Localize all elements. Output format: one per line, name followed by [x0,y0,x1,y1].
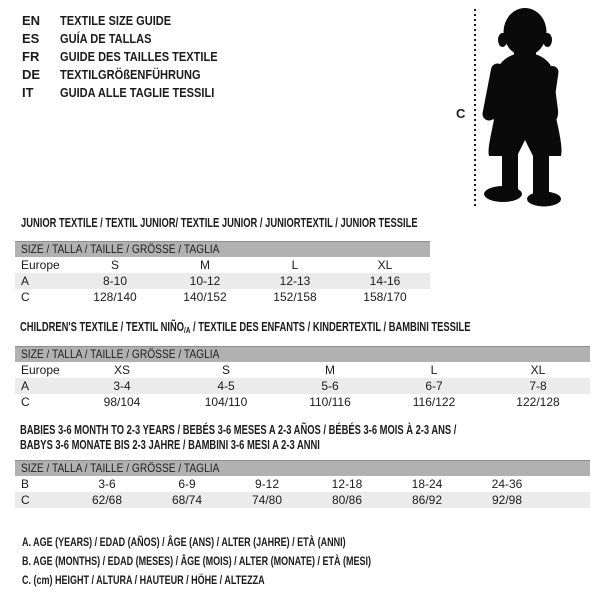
height-measure-line [474,9,476,209]
legend-line-b: B. AGE (MONTHS) / EDAD (MESES) / ÂGE (MOIS) / ALTER (MONATE) / ETÀ (MESI) [22,554,371,568]
babies-size-header-band: SIZE / TALLA / TAILLE / GRÖSSE / TAGLIA [15,460,590,476]
language-row-it [22,84,245,102]
height-cell: 140/152 [183,290,227,304]
language-title: TEXTILGRÖßENFÜHRUNG [60,67,201,82]
table-row-height [15,492,590,508]
children-title-pre: CHILDREN'S TEXTILE / TEXTIL NIÑO [20,320,185,334]
table-row-age [15,378,590,394]
junior-table-title: JUNIOR TEXTILE / TEXTIL JUNIOR/ TEXTILE JUNIOR / JUNIORTEXTIL / JUNIOR TESSILE [21,216,418,230]
height-cell: 92/98 [491,493,523,507]
row-label: A [21,379,30,393]
language-code: IT [22,85,34,100]
row-label: Europe [21,258,60,272]
language-header [22,12,245,102]
age-cell: 8-10 [102,274,128,288]
height-cell: 62/68 [91,493,123,507]
height-cell: 104/110 [204,395,248,409]
size-cell: M [200,258,210,272]
height-cell: 68/74 [171,493,203,507]
height-cell: 110/116 [309,395,351,409]
size-cell: XL [530,363,546,377]
age-cell: 3-4 [113,379,131,393]
table-row-height [15,289,430,305]
height-cell: 86/92 [411,493,443,507]
children-table-title [20,320,600,337]
babies-table-title-line1: BABIES 3-6 MONTH TO 2-3 YEARS / BEBÉS 3-6 MESES A 2-3 AÑOS / BÉBÉS 3-6 MOIS À 2-3 ANS / [20,423,457,437]
language-row-es [22,30,245,48]
height-cell: 152/158 [273,290,317,304]
size-cell: S [110,258,119,272]
filler-cell [547,492,590,508]
age-cell: 12-13 [279,274,311,288]
age-cell: 14-16 [369,274,401,288]
row-label: C [21,290,30,304]
language-code: EN [22,13,41,28]
babies-size-table [15,476,590,508]
children-size-header-band: SIZE / TALLA / TAILLE / GRÖSSE / TAGLIA [15,346,590,362]
toddler-silhouette-icon [482,6,572,208]
table-row-height [15,394,590,410]
language-code: DE [22,67,41,82]
size-cell: M [325,363,335,377]
height-cell: 122/128 [516,395,560,409]
junior-size-header-band: SIZE / TALLA / TAILLE / GRÖSSE / TAGLIA [15,241,430,257]
age-cell: 7-8 [529,379,547,393]
table-row-region [15,362,590,378]
height-cell: 158/170 [363,290,407,304]
language-title: GUIDA ALLE TAGLIE TESSILI [60,85,215,100]
size-cell: L [291,258,299,272]
filler-cell [547,476,590,492]
age-cell: 4-5 [217,379,235,393]
language-code: FR [22,49,40,64]
age-cell: 24-36 [491,477,523,491]
height-cell: 128/140 [93,290,137,304]
children-title-post: / TEXTILE DES ENFANTS / KINDERTEXTIL / BAMBINI TESSILE [190,320,471,334]
row-label: C [21,395,30,409]
size-cell: XS [113,363,130,377]
babies-table-title-line2: BABYS 3-6 MONATE BIS 2-3 JAHRE / BAMBINI 3-6 MESI A 2-3 ANNI [20,438,320,452]
language-title: TEXTILE SIZE GUIDE [60,13,172,28]
size-cell: S [221,363,230,377]
legend-line-c: C. (cm) HEIGHT / ALTURA / HAUTEUR / HÖHE / ALTEZZA [22,573,265,587]
table-row-age [15,273,430,289]
language-row-en [22,12,245,30]
legend-line-a: A. AGE (YEARS) / EDAD (AÑOS) / ÂGE (ANS) / ALTER (JAHRE) / ETÀ (ANNI) [22,535,346,549]
language-row-fr [22,48,245,66]
age-cell: 3-6 [98,477,116,491]
table-row-age-months [15,476,590,492]
junior-size-table [15,257,430,305]
row-label: C [21,493,30,507]
children-size-table [15,362,590,410]
age-cell: 10-12 [189,274,221,288]
age-cell: 6-9 [178,477,196,491]
language-row-de [22,66,245,84]
age-cell: 6-7 [425,379,443,393]
language-title: GUÍA DE TALLAS [60,31,152,46]
age-cell: 9-12 [254,477,280,491]
size-cell: L [430,363,438,377]
height-cell: 74/80 [251,493,283,507]
age-cell: 5-6 [321,379,339,393]
row-label: A [21,274,30,288]
language-code: ES [22,31,40,46]
table-row-region [15,257,430,273]
row-label: Europe [21,363,60,377]
size-cell: XL [377,258,393,272]
height-cell: 98/104 [103,395,141,409]
height-cell: 116/122 [412,395,456,409]
age-cell: 12-18 [331,477,363,491]
row-label: B [21,477,30,491]
language-title: GUIDE DES TAILLES TEXTILE [60,49,218,64]
height-cell: 80/86 [331,493,363,507]
children-title-subscript: /A [184,325,191,335]
age-cell: 18-24 [411,477,443,491]
height-measure-label: C [456,106,466,121]
